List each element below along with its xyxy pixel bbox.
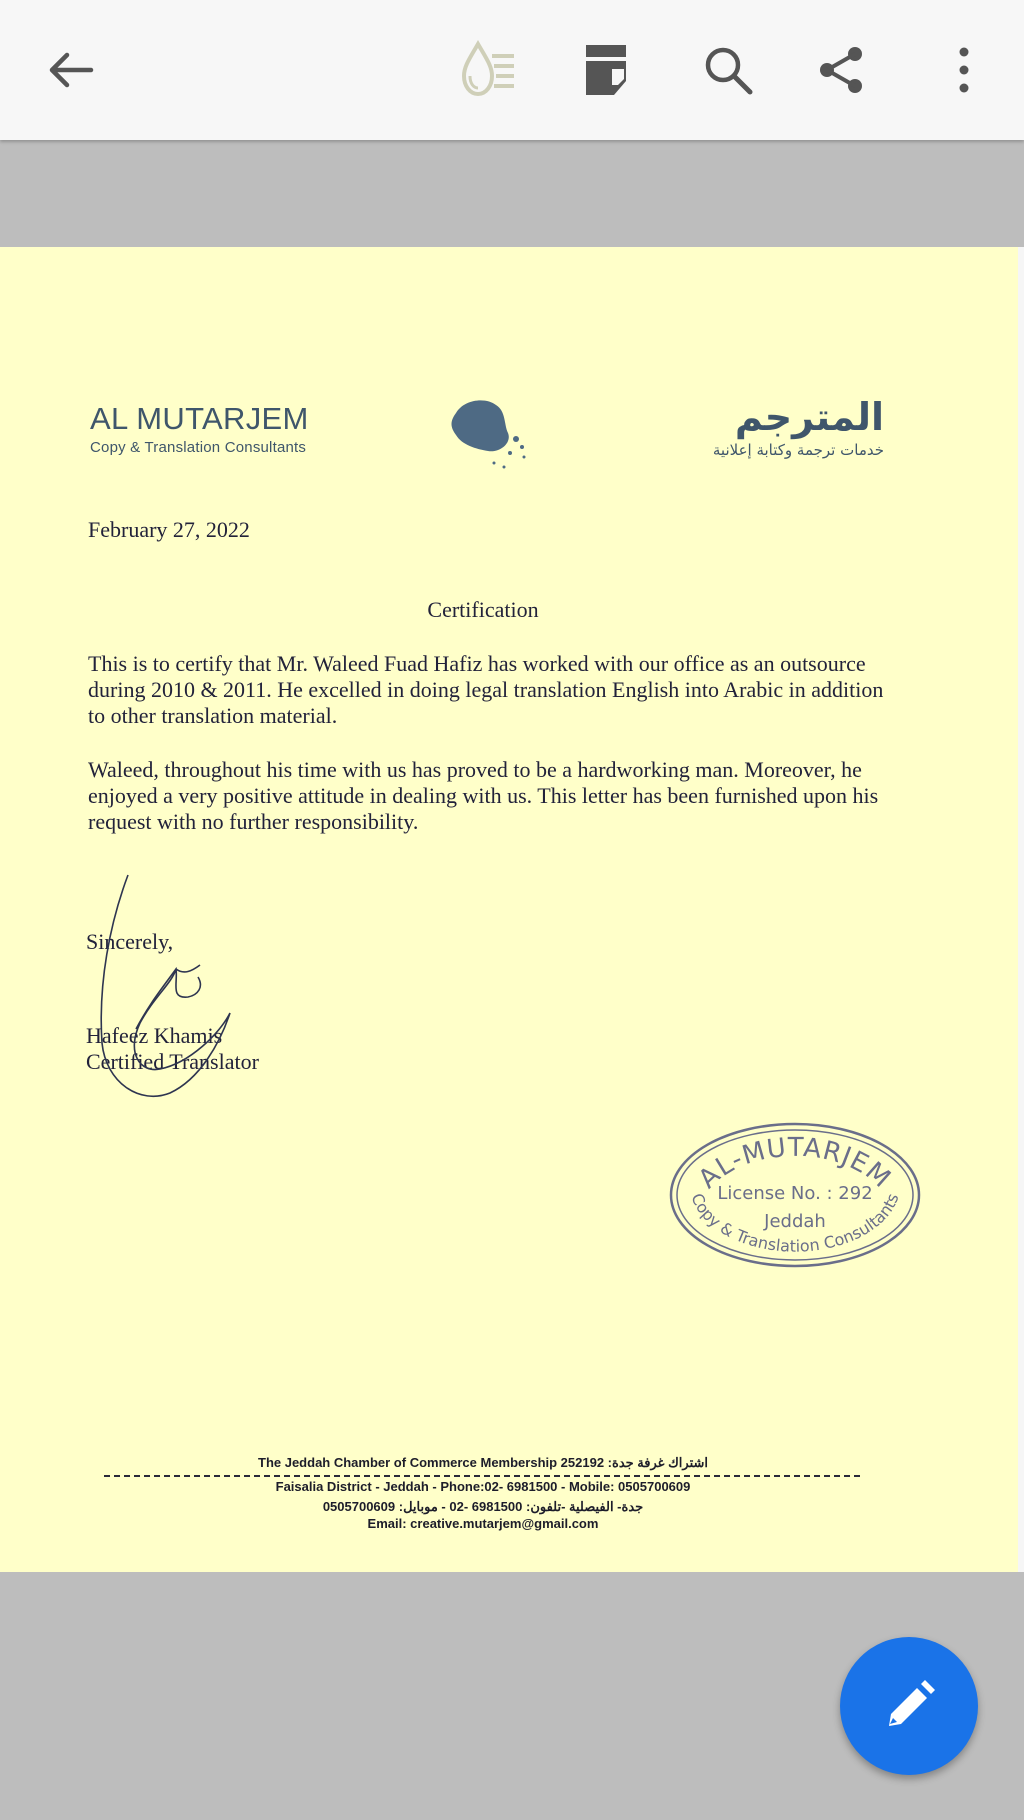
company-stamp (668, 1119, 922, 1269)
edit-fab-button[interactable] (840, 1637, 978, 1775)
footer-line-1: The Jeddah Chamber of Commerce Membership 252192 :اشتراك غرفة جدة (258, 1455, 708, 1470)
letter-title: Certification (427, 597, 539, 622)
top-app-bar (0, 0, 1024, 140)
page-edge (1018, 247, 1024, 1572)
svg-text:AL-MUTARJEM: AL-MUTARJEM (692, 1132, 897, 1195)
logo-brand-en: AL MUTARJEM (90, 401, 309, 436)
letter-paragraph-1: This is to certify that Mr. Waleed Fuad Hafiz has worked with our office as an outsource during 2010 & 2011. He excelled in doing legal translation English into Arabic in addition to other translation material. (88, 651, 884, 728)
share-button[interactable] (802, 30, 882, 110)
footer-divider (104, 1475, 860, 1477)
layout-button[interactable] (566, 30, 646, 110)
letter-paragraph-2: Waleed, throughout his time with us has proved to be a hardworking man. Moreover, he enjoyed a very positive attitude in dealing with us. This letter has been furnished upon his request with no further responsibility. (88, 757, 879, 834)
ink-drop-icon (456, 38, 520, 102)
signer-name: Hafeez Khamis (86, 1023, 223, 1048)
logo-english (90, 401, 309, 456)
back-arrow-icon (45, 50, 95, 90)
logo-arabic (713, 395, 884, 459)
signer-title: Certified Translator (86, 1049, 259, 1074)
search-button[interactable] (688, 30, 768, 110)
search-icon (702, 44, 754, 96)
stamp-city: Jeddah (764, 1211, 826, 1232)
more-options-button[interactable] (924, 30, 1004, 110)
back-button[interactable] (30, 30, 110, 110)
letter-closing: Sincerely, (86, 929, 174, 954)
logo-tagline-ar: خدمات ترجمة وكتابة إعلانية (712, 441, 884, 459)
footer-line-4: Email: creative.mutarjem@gmail.com (367, 1516, 599, 1531)
ink-blot-emblem-icon (446, 395, 536, 475)
footer-line-2: Faisalia District - Jeddah - Phone:02- 6981500 - Mobile: 0505700609 (275, 1479, 691, 1494)
logo-tagline-en: Copy & Translation Consultants (90, 439, 307, 456)
svg-text:Copy & Translation Consultants: Copy & Translation Consultants (687, 1190, 903, 1256)
more-vert-icon (957, 47, 971, 93)
share-icon (817, 45, 867, 95)
ink-button[interactable] (448, 30, 528, 110)
letter-date: February 27, 2022 (88, 517, 250, 542)
handwritten-signature (80, 873, 250, 1113)
footer-line-3: جدة- الفيصلية -تلفون: 6981500 -02 - موبايل: 0505700609 (322, 1499, 644, 1514)
document-page[interactable] (0, 247, 1024, 1572)
page-layout-icon (584, 43, 628, 97)
logo-brand-ar: المترجم (734, 395, 884, 439)
stamp-license: License No. : 292 (717, 1183, 873, 1204)
edit-pencil-icon (881, 1678, 937, 1734)
